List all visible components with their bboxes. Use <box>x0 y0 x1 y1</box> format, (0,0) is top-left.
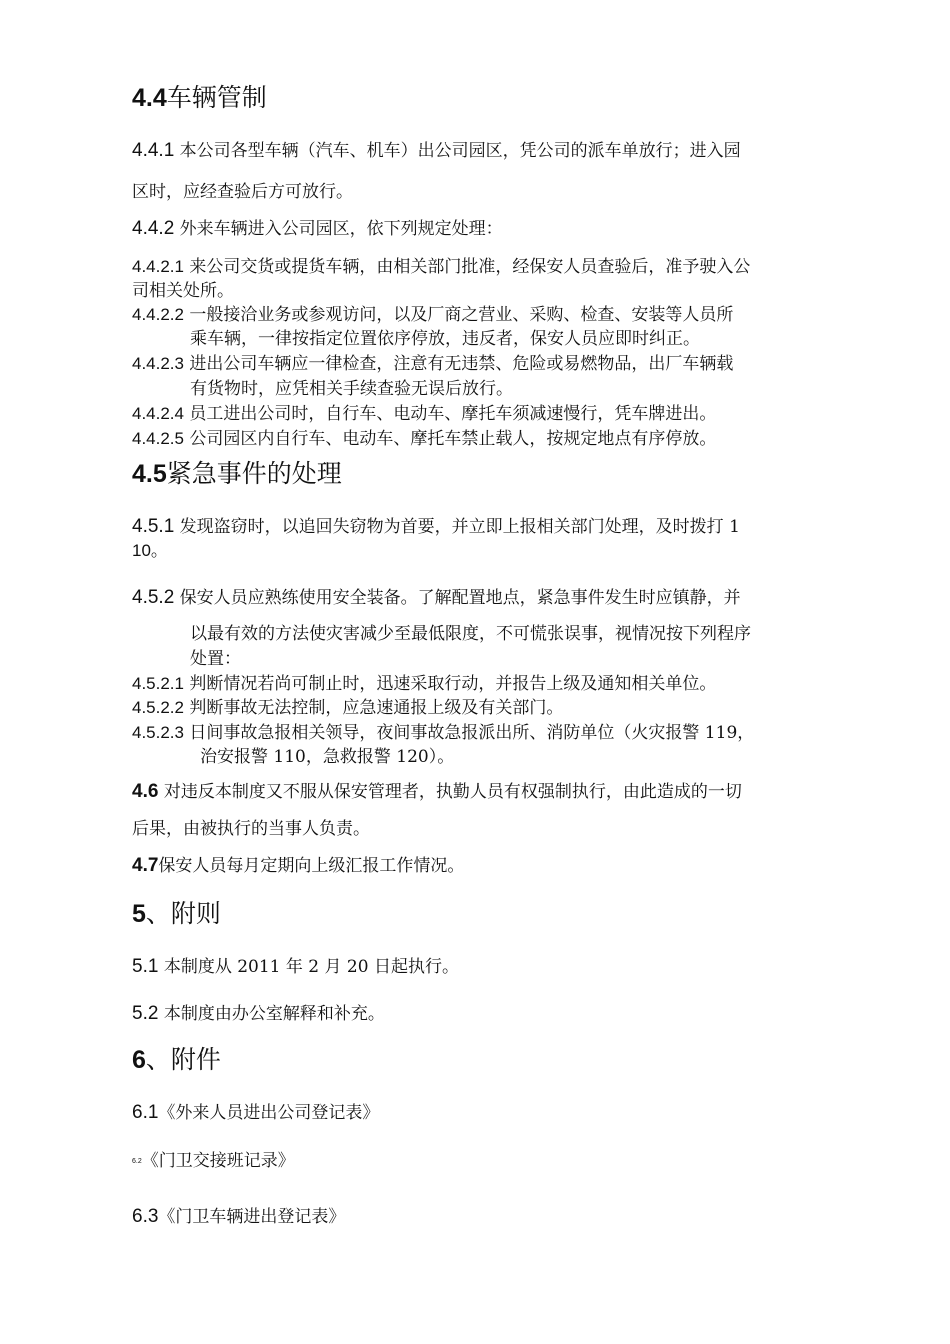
clause-4-4-2-4 <box>132 403 716 425</box>
clause-4-5-2-1 <box>132 673 716 695</box>
clause-text: 本公司各型车辆（汽车、机车）出公司园区，凭公司的派车单放行；进入园 <box>179 141 741 161</box>
clause-text: 进出公司车辆应一律检查，注意有无违禁、危险或易燃物品，出厂车辆载 <box>189 354 734 374</box>
clause-text: 以最有效的方法使灾害减少至最低限度，不可慌张误事，视情况按下列程序 <box>190 624 751 644</box>
clause-number: 5.1 <box>132 956 159 977</box>
clause-number: 4.4.2.2 <box>132 305 184 324</box>
section-number: 4.4 <box>132 84 167 112</box>
clause-4-4-2-5 <box>132 428 716 450</box>
clause-5-2 <box>132 1003 385 1025</box>
clause-4-4-1 <box>132 140 741 162</box>
clause-number: 5.2 <box>132 1003 159 1024</box>
section-5-heading <box>132 898 221 930</box>
section-title: 紧急事件的处理 <box>166 459 342 488</box>
section-title: 、附则 <box>145 899 221 928</box>
clause-text: 有货物时，应凭相关手续查验无误后放行。 <box>190 379 513 399</box>
clause-text: 保安人员每月定期向上级汇报工作情况。 <box>158 856 465 876</box>
clause-number: 4.4.2 <box>132 218 175 239</box>
clause-text: 10。 <box>132 541 168 560</box>
clause-text: 保安人员应熟练使用安全装备。了解配置地点，紧急事件发生时应镇静，并 <box>179 588 741 608</box>
clause-text: 治安报警 110，急救报警 120）。 <box>200 747 455 767</box>
clause-number: 4.7 <box>132 855 159 876</box>
clause-number: 4.6 <box>132 781 159 802</box>
clause-text: 发现盗窃时，以追回失窃物为首要，并立即上报相关部门处理，及时拨打 1 <box>179 517 740 537</box>
attachment-6-3 <box>132 1206 345 1228</box>
clause-4-4-2-3 <box>132 353 733 375</box>
clause-text: 处置： <box>190 649 241 669</box>
attachment-6-1 <box>132 1102 379 1124</box>
attachment-number: 6.1 <box>132 1102 159 1123</box>
clause-text: 公司园区内自行车、电动车、摩托车禁止载人，按规定地点有序停放。 <box>189 429 717 449</box>
clause-number: 4.4.2.5 <box>132 429 184 448</box>
clause-4-5-2-cont2 <box>190 648 241 670</box>
clause-4-5-2 <box>132 587 741 609</box>
clause-text: 本制度由办公室解释和补充。 <box>163 1004 385 1024</box>
clause-4-5-2-3-cont <box>200 746 454 768</box>
clause-text: 后果，由被执行的当事人负责。 <box>132 819 370 839</box>
clause-4-5-2-cont <box>190 623 751 645</box>
clause-5-1 <box>132 956 459 978</box>
clause-text: 司相关处所。 <box>132 281 234 301</box>
clause-4-4-2-1 <box>132 256 750 278</box>
clause-number: 4.5.1 <box>132 516 175 537</box>
clause-4-4-1-cont <box>132 181 353 203</box>
attachment-title: 《门卫车辆进出登记表》 <box>158 1207 346 1227</box>
clause-text: 区时，应经查验后方可放行。 <box>132 182 353 202</box>
clause-number: 4.4.2.3 <box>132 354 184 373</box>
section-title: 车辆管制 <box>166 83 267 112</box>
clause-4-4-2 <box>132 218 503 240</box>
clause-number: 4.4.2.4 <box>132 404 184 423</box>
clause-number: 4.5.2.3 <box>132 723 184 742</box>
attachment-title: 《门卫交接班记录》 <box>141 1151 295 1171</box>
clause-text: 判断情况若尚可制止时，迅速采取行动，并报告上级及通知相关单位。 <box>189 674 717 694</box>
clause-number: 4.4.2.1 <box>132 257 184 276</box>
attachment-number: 6.2 <box>132 1158 142 1165</box>
clause-text: 乘车辆，一律按指定位置依序停放，违反者，保安人员应即时纠正。 <box>190 329 700 349</box>
clause-4-6 <box>132 781 742 803</box>
clause-text: 对违反本制度又不服从保安管理者，执勤人员有权强制执行，由此造成的一切 <box>163 782 742 802</box>
clause-text: 来公司交货或提货车辆，由相关部门批准，经保安人员查验后，准予驶入公 <box>189 257 751 277</box>
clause-4-5-1-cont <box>132 540 168 562</box>
clause-text: 一般接洽业务或参观访问，以及厂商之营业、采购、检查、安装等人员所 <box>189 305 734 325</box>
clause-4-5-1 <box>132 516 740 538</box>
attachment-number: 6.3 <box>132 1206 159 1227</box>
clause-4-4-2-1-cont <box>132 280 234 302</box>
attachment-title: 《外来人员进出公司登记表》 <box>158 1103 380 1123</box>
clause-text: 日间事故急报相关领导，夜间事故急报派出所、消防单位（火灾报警 119， <box>189 723 755 743</box>
clause-4-6-cont <box>132 818 370 840</box>
clause-text: 员工进出公司时，自行车、电动车、摩托车须减速慢行，凭车牌进出。 <box>189 404 717 424</box>
clause-text: 外来车辆进入公司园区，依下列规定处理： <box>179 219 503 239</box>
clause-number: 4.5.2.2 <box>132 698 184 717</box>
section-4-4-heading <box>132 82 267 114</box>
clause-number: 4.4.1 <box>132 140 175 161</box>
section-number: 4.5 <box>132 460 167 488</box>
clause-number: 4.5.2.1 <box>132 674 184 693</box>
clause-4-4-2-2 <box>132 304 733 326</box>
clause-4-5-2-2 <box>132 697 563 719</box>
section-4-5-heading <box>132 458 342 490</box>
clause-4-5-2-3 <box>132 722 754 744</box>
section-title: 、附件 <box>145 1045 221 1074</box>
section-number: 6 <box>132 1046 146 1074</box>
attachment-6-2 <box>132 1150 295 1173</box>
clause-4-4-2-3-cont <box>190 378 513 400</box>
section-number: 5 <box>132 900 146 928</box>
clause-4-4-2-2-cont <box>190 328 700 350</box>
clause-text: 判断事故无法控制，应急速通报上级及有关部门。 <box>189 698 564 718</box>
clause-text: 本制度从 2011 年 2 月 20 日起执行。 <box>163 957 459 977</box>
clause-4-7 <box>132 855 464 877</box>
section-6-heading <box>132 1044 221 1076</box>
clause-number: 4.5.2 <box>132 587 175 608</box>
